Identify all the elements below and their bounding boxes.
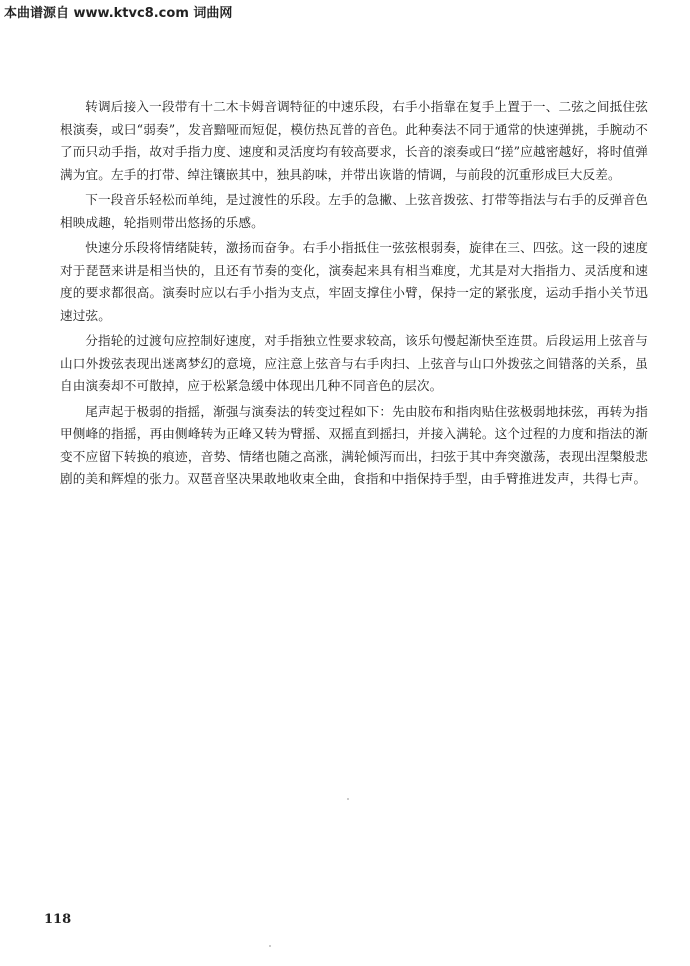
scan-speck: [269, 945, 271, 947]
paragraph: 快速分乐段将情绪陡转，激扬而奋争。右手小指抵住一弦弦根弱奏，旋律在三、四弦。这一段的速度对于琵琶来讲是相当快的，且还有节奏的变化，演奏起来具有相当难度，尤其是对大指指力、灵活度和速度的要求都很高。演奏时应以右手小指为支点，牢固支撑住小臂，保持一定的紧张度，运动手指小关节迅速过弦。: [60, 240, 648, 323]
paragraph: 尾声起于极弱的指摇，渐强与演奏法的转变过程如下：先由胶布和指肉贴住弦极弱地抹弦，再转为指甲侧峰的指摇，再由侧峰转为正峰又转为臂摇、双摇直到摇扫，并接入满轮。这个过程的力度和指法的渐变不应留下转换的痕迹，音势、情绪也随之高涨，满轮倾泻而出，扫弦于其中奔突激荡，表现出涅槃般悲剧的美和辉煌的张力。双琶音坚决果敢地收束全曲，食指和中指保持手型，由手臂推进发声，共得七声。: [60, 403, 648, 486]
paragraph: 下一段音乐轻松而单纯，是过渡性的乐段。左手的急撇、上弦音拨弦、打带等指法与右手的反弹音色相映成趣，轮指则带出悠扬的乐感。: [60, 192, 648, 230]
page-number: 118: [44, 912, 72, 927]
paragraph: 分指轮的过渡句应控制好速度，对手指独立性要求较高，该乐句慢起渐快至连贯。后段运用上弦音与山口外拨弦表现出迷离梦幻的意境，应注意上弦音与右手肉扫、上弦音与山口外拨弦之间错落的关系，虽自由演奏却不可散掉，应于松紧急缓中体现出几种不同音色的层次。: [60, 333, 648, 393]
article-body: [60, 96, 648, 494]
watermark-text: 本曲谱源自 www.ktvc8.com 词曲网: [4, 6, 233, 21]
scan-speck: [347, 798, 349, 800]
paragraph: 转调后接入一段带有十二木卡姆音调特征的中速乐段，右手小指靠在复手上置于一、二弦之间抵住弦根演奏，或曰“弱奏”，发音黯哑而短促，模仿热瓦普的音色。此种奏法不同于通常的快速弹挑，手腕动不了而只动手指，故对手指力度、速度和灵活度均有较高要求，长音的滚奏或曰“搓”应越密越好，将时值弹满为宜。左手的打带、绰注镶嵌其中，独具韵味，并带出诙谐的情调，与前段的沉重形成巨大反差。: [60, 99, 648, 182]
